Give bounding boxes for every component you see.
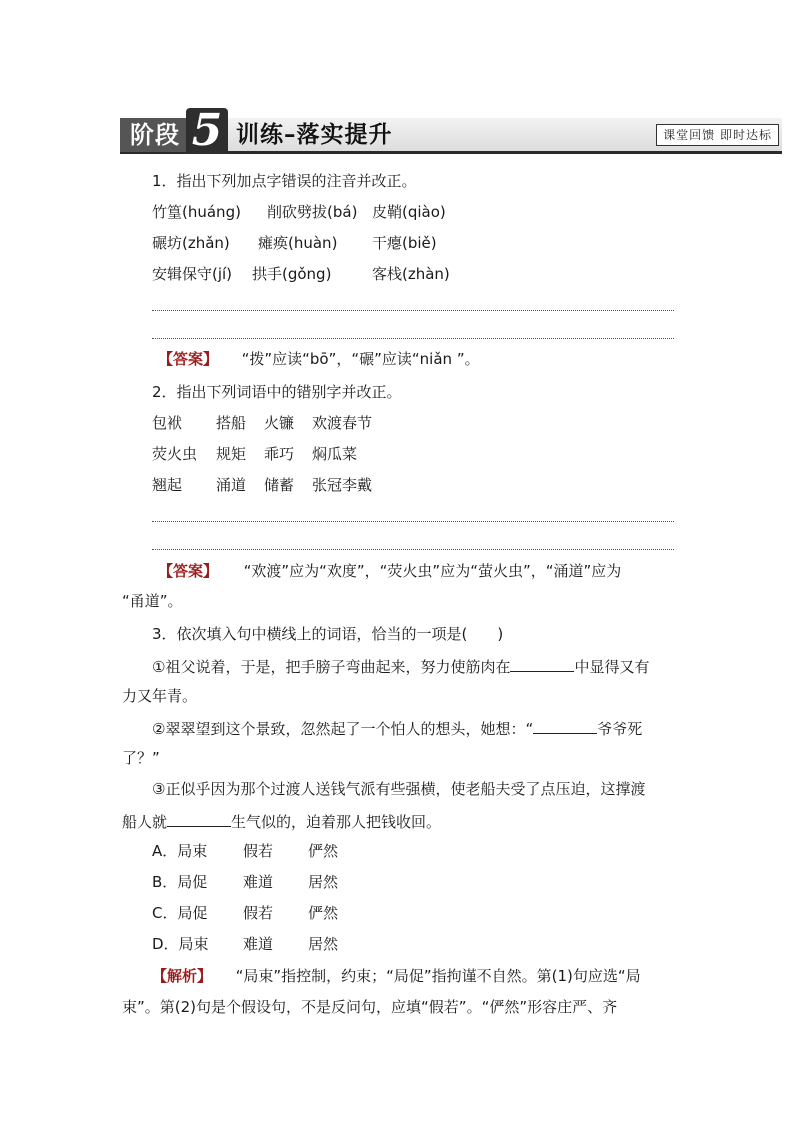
q3-sentence-1-cont: 力又年青。 — [122, 687, 198, 705]
analysis-text: “局束”指控制，约束；“局促”指拘谨不自然。第(1)句应选“局 — [235, 967, 641, 985]
fill-blank — [167, 810, 231, 827]
sentence-text: 生气似的，迫着那人把钱收回。 — [231, 813, 442, 831]
q1-item: 客栈(zhàn) — [372, 265, 450, 283]
q2-item: 乖巧 — [264, 445, 295, 463]
q3-analysis — [152, 966, 641, 986]
option-word: 居然 — [308, 935, 339, 953]
q2-item: 翘起 — [152, 476, 183, 494]
option-word: 俨然 — [308, 904, 339, 922]
fill-blank — [510, 655, 574, 672]
option-label: A．局束 — [152, 842, 208, 860]
q1-item: 瘫痪(huàn) — [258, 234, 338, 252]
sentence-text: 船人就 — [122, 813, 168, 831]
option-word: 假若 — [243, 842, 274, 860]
q1-item: 安辑保守(jí) — [152, 265, 233, 283]
option-word: 难道 — [243, 935, 274, 953]
sentence-text: ②翠翠望到这个景致，忽然起了一个怕人的想头，她想：“ — [152, 720, 534, 738]
q2-item: 包袱 — [152, 414, 183, 432]
option-label: B．局促 — [152, 873, 208, 891]
q1-item: 皮鞘(qiào) — [372, 203, 446, 221]
q1-item: 碾坊(zhǎn) — [152, 234, 230, 252]
q2-answer-cont: “甬道”。 — [122, 592, 183, 610]
answer-label: 【答案】 — [158, 562, 219, 580]
q3-analysis-cont: 束”。第(2)句是个假设句，不是反问句，应填“假若”。“俨然”形容庄严、齐 — [122, 998, 618, 1016]
q1-item: 削砍劈拔(bá) — [267, 203, 358, 221]
q1-item: 拱手(gǒng) — [252, 265, 332, 283]
q3-sentence-2-cont: 了？” — [122, 749, 160, 767]
q2-item: 涌道 — [216, 476, 247, 494]
q3-sentence-3-cont — [122, 810, 441, 832]
q2-answer — [158, 561, 621, 581]
stage-label: 阶段 — [120, 118, 190, 152]
answer-text: “欢渡”应为“欢度”，“荧火虫”应为“萤火虫”，“涌道”应为 — [243, 562, 622, 580]
stage-number: 5 — [186, 108, 228, 154]
option-word: 居然 — [308, 873, 339, 891]
sentence-text: 中显得又有 — [574, 658, 650, 676]
answer-line — [152, 549, 674, 550]
q2-item: 规矩 — [216, 445, 247, 463]
q2-item: 储蓄 — [264, 476, 295, 494]
q3-sentence-2 — [152, 717, 642, 739]
q2-item: 欢渡春节 — [312, 414, 373, 432]
q3-stem: 3．依次填入句中横线上的词语，恰当的一项是( ) — [152, 625, 504, 643]
option-word: 难道 — [243, 873, 274, 891]
answer-line — [152, 310, 674, 311]
q2-item: 荧火虫 — [152, 445, 198, 463]
q2-item: 搭船 — [216, 414, 247, 432]
q2-item: 张冠李戴 — [312, 476, 373, 494]
option-label: D．局束 — [152, 935, 209, 953]
fill-blank — [533, 717, 597, 734]
sentence-text: ①祖父说着，于是，把手膀子弯曲起来，努力使筋肉在 — [152, 658, 511, 676]
q2-item: 火镰 — [264, 414, 295, 432]
q3-sentence-3: ③正似乎因为那个过渡人送钱气派有些强横，使老船夫受了点压迫，这撑渡 — [152, 780, 646, 798]
option-word: 假若 — [243, 904, 274, 922]
answer-line — [152, 521, 674, 522]
q3-sentence-1 — [152, 655, 649, 677]
analysis-label: 【解析】 — [152, 967, 213, 985]
section-title: 训练–落实提升 — [236, 121, 393, 148]
section-tag: 课堂回馈 即时达标 — [656, 124, 779, 146]
option-label: C．局促 — [152, 904, 208, 922]
option-word: 俨然 — [308, 842, 339, 860]
sentence-text: 爷爷死 — [597, 720, 643, 738]
answer-label: 【答案】 — [158, 350, 219, 368]
q1-answer — [158, 349, 480, 369]
answer-line — [152, 338, 674, 339]
q1-item: 竹篁(huáng) — [152, 203, 241, 221]
q2-stem: 2．指出下列词语中的错别字并改正。 — [152, 383, 402, 401]
q2-item: 焖瓜菜 — [312, 445, 358, 463]
q1-item: 干瘪(biě) — [372, 234, 437, 252]
answer-text: “拨”应读“bō”，“碾”应读“niǎn ”。 — [241, 350, 480, 368]
q1-stem: 1．指出下列加点字错误的注音并改正。 — [152, 172, 417, 190]
